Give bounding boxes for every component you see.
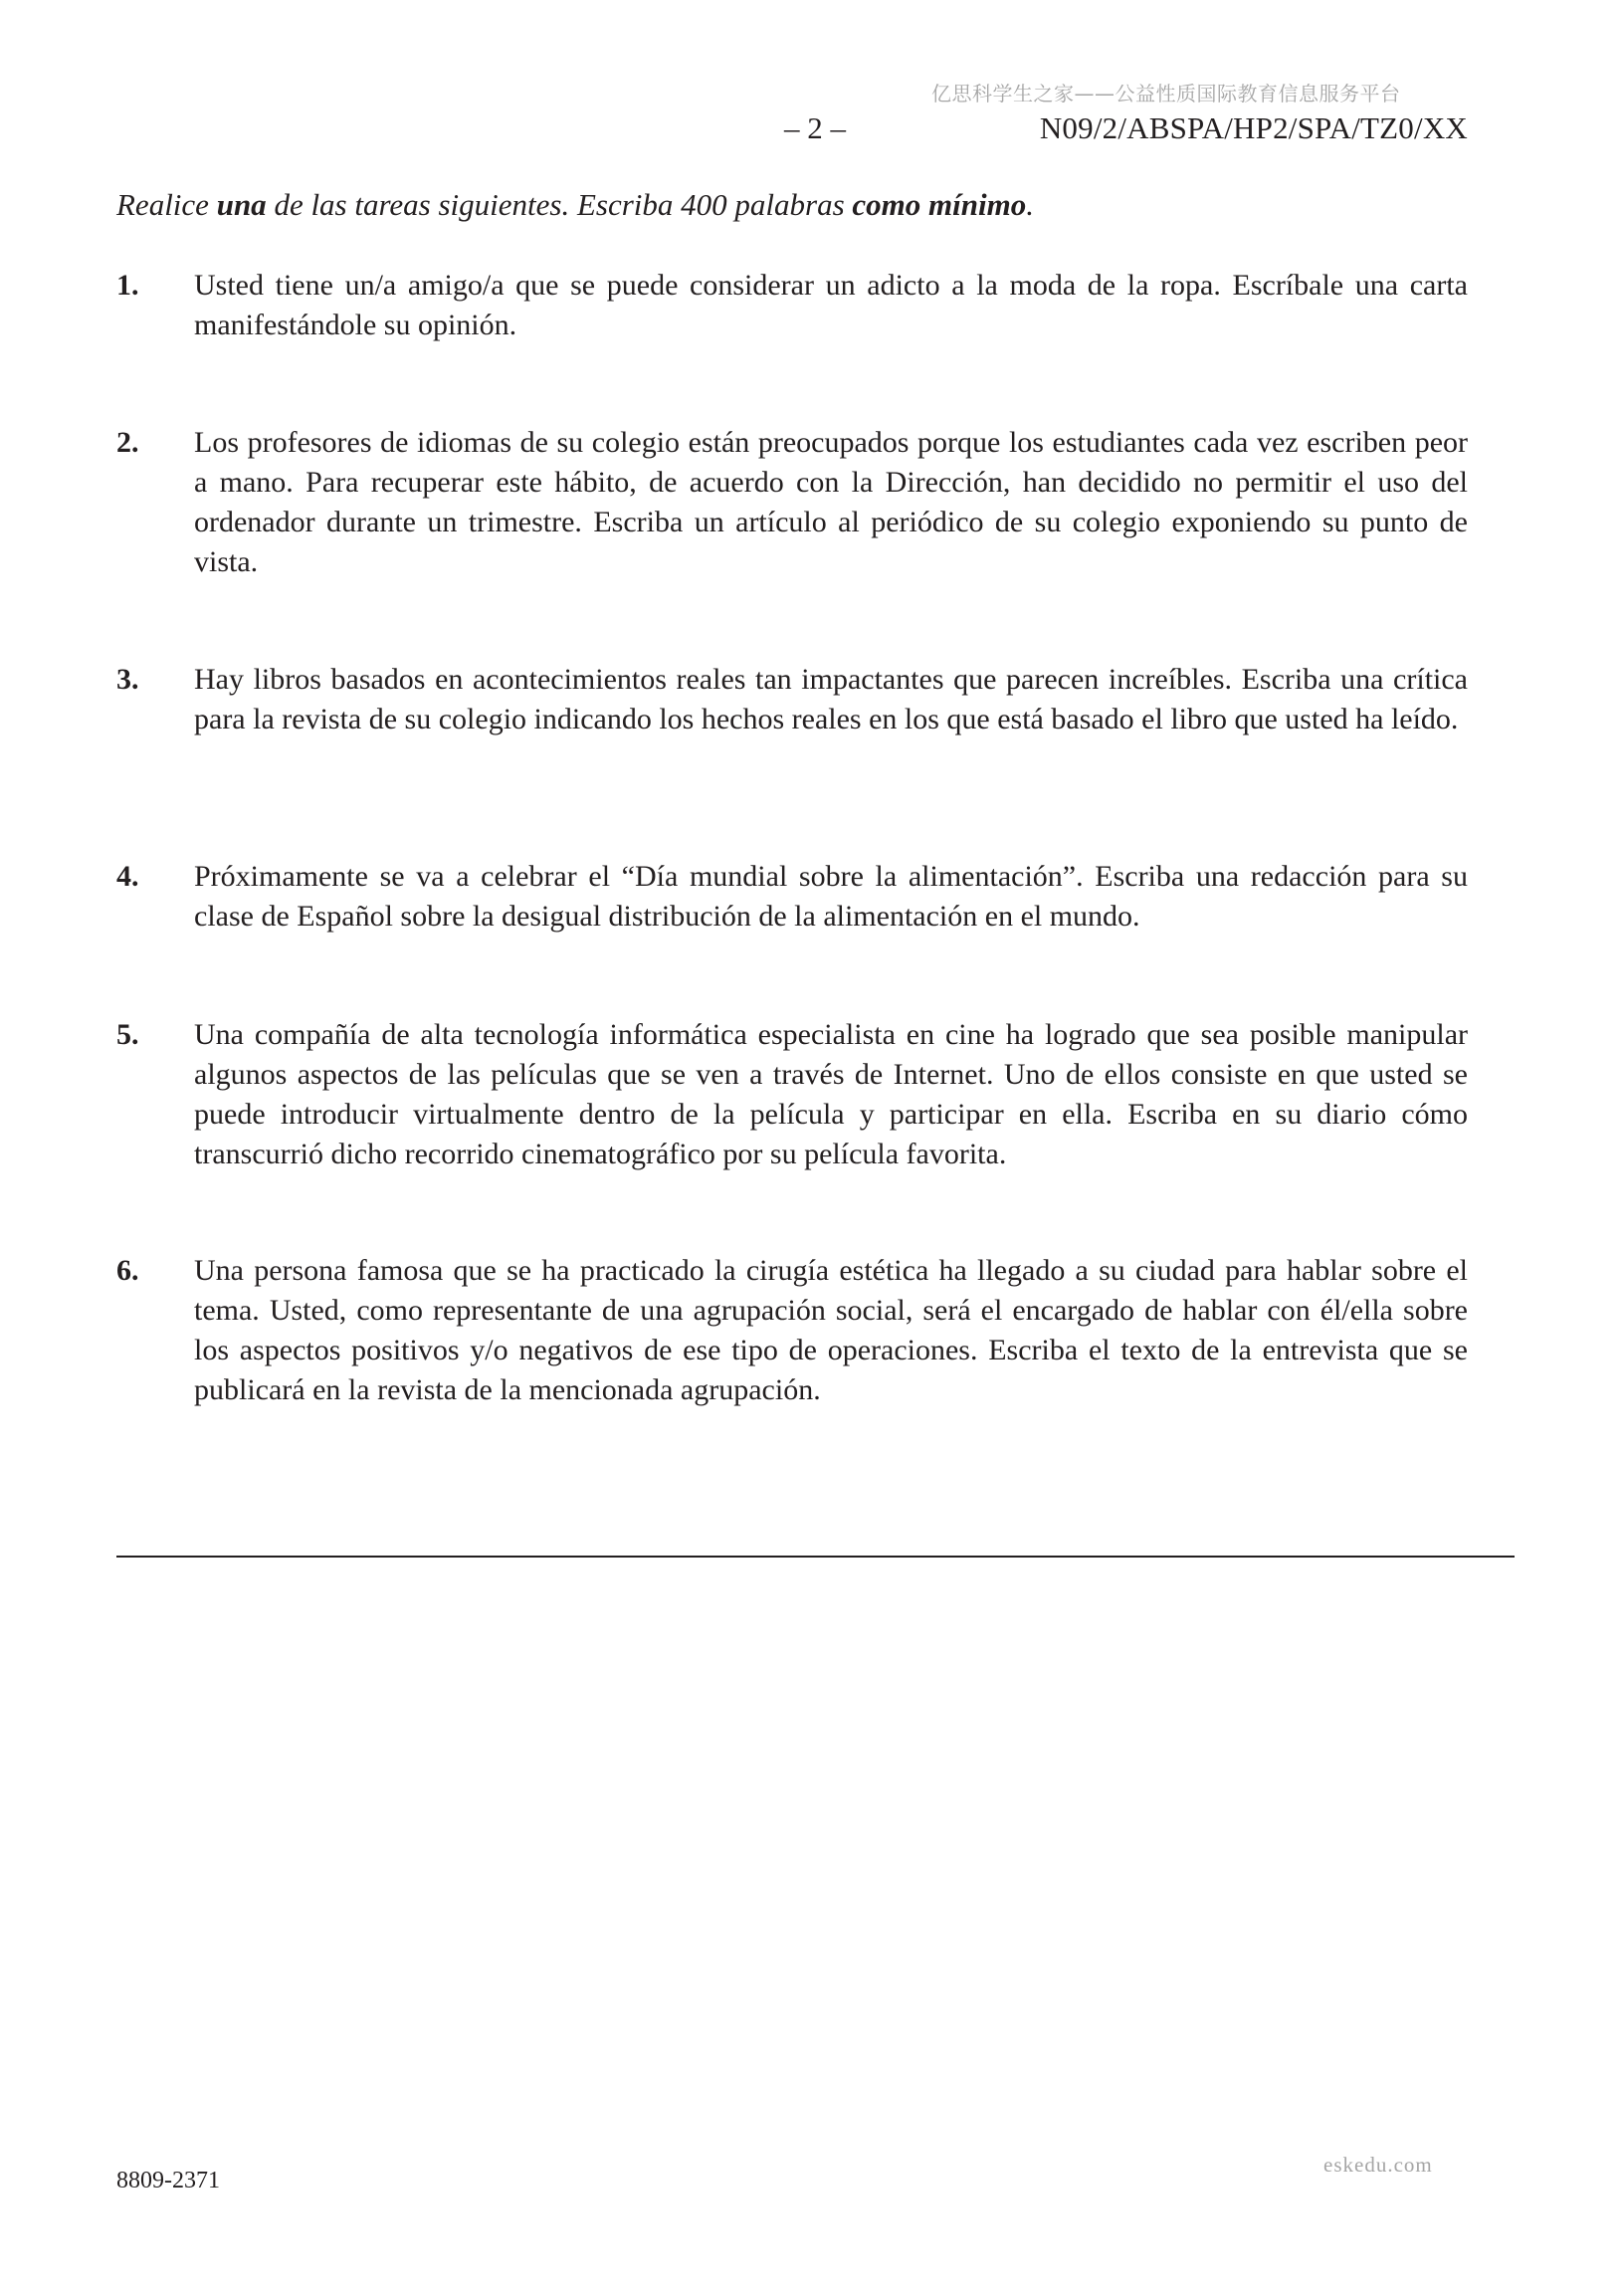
instructions-part1: Realice — [116, 187, 217, 222]
question-text: Hay libros basados en acontecimientos reales tan impactantes que parecen increíbles. Escriba una crítica para la revista de su colegio indicando los hechos reales en los que está basado el libro que usted ha leído. — [194, 663, 1468, 735]
question-6 — [116, 1251, 1468, 1410]
instructions-emphasis-una: una — [216, 187, 267, 222]
question-text: Una compañía de alta tecnología informática especialista en cine ha logrado que sea posible manipular algunos aspectos de las películas que se ven a través de Internet. Uno de ellos consiste en que usted se puede introducir virtualmente dentro de la película y participar en ella. Escriba en su diario cómo transcurrió dicho recorrido cinematográfico por su película favorita. — [194, 1018, 1468, 1170]
question-1 — [116, 266, 1468, 345]
question-number: 1. — [116, 269, 139, 302]
question-number: 3. — [116, 663, 139, 696]
question-text: Los profesores de idiomas de su colegio están preocupados porque los estudiantes cada vez escriben peor a mano. Para recuperar este hábito, de acuerdo con la Dirección, han decidido no permitir el uso del ordenador durante un trimestre. Escriba un artículo al periódico de su colegio exponiendo su punto de vista. — [194, 426, 1468, 578]
question-2 — [116, 423, 1468, 582]
page-number: – 2 – — [784, 110, 846, 145]
question-number: 6. — [116, 1254, 139, 1287]
question-number: 4. — [116, 860, 139, 893]
instructions — [116, 187, 1034, 223]
question-number: 2. — [116, 426, 139, 459]
end-rule — [116, 1556, 1515, 1558]
instructions-part5: . — [1026, 187, 1034, 222]
instructions-emphasis-minimo: como mínimo — [852, 187, 1027, 222]
question-text: Próximamente se va a celebrar el “Día mundial sobre la alimentación”. Escriba una redacción para su clase de Español sobre la desigual distribución de la alimentación en el mundo. — [194, 860, 1468, 933]
footer-code: 8809-2371 — [116, 2168, 220, 2193]
question-number: 5. — [116, 1018, 139, 1051]
document-code: N09/2/ABSPA/HP2/SPA/TZ0/XX — [1039, 110, 1468, 145]
footer-watermark: eskedu.com — [1323, 2153, 1433, 2177]
question-text: Una persona famosa que se ha practicado la cirugía estética ha llegado a su ciudad para hablar sobre el tema. Usted, como representante de una agrupación social, será el encargado de hablar con él/ella sobre los aspectos positivos y/o negativos de ese tipo de operaciones. Escriba el texto de la entrevista que se publicará en la revista de la mencionada agrupación. — [194, 1254, 1468, 1406]
question-3 — [116, 660, 1468, 739]
question-text: Usted tiene un/a amigo/a que se puede considerar un adicto a la moda de la ropa. Escríbale una carta manifestándole su opinión. — [194, 269, 1468, 341]
question-5 — [116, 1015, 1468, 1174]
header-watermark: 亿思科学生之家——公益性质国际教育信息服务平台 — [931, 82, 1401, 105]
question-4 — [116, 857, 1468, 937]
instructions-part3: de las tareas siguientes. Escriba 400 palabras — [266, 187, 853, 222]
